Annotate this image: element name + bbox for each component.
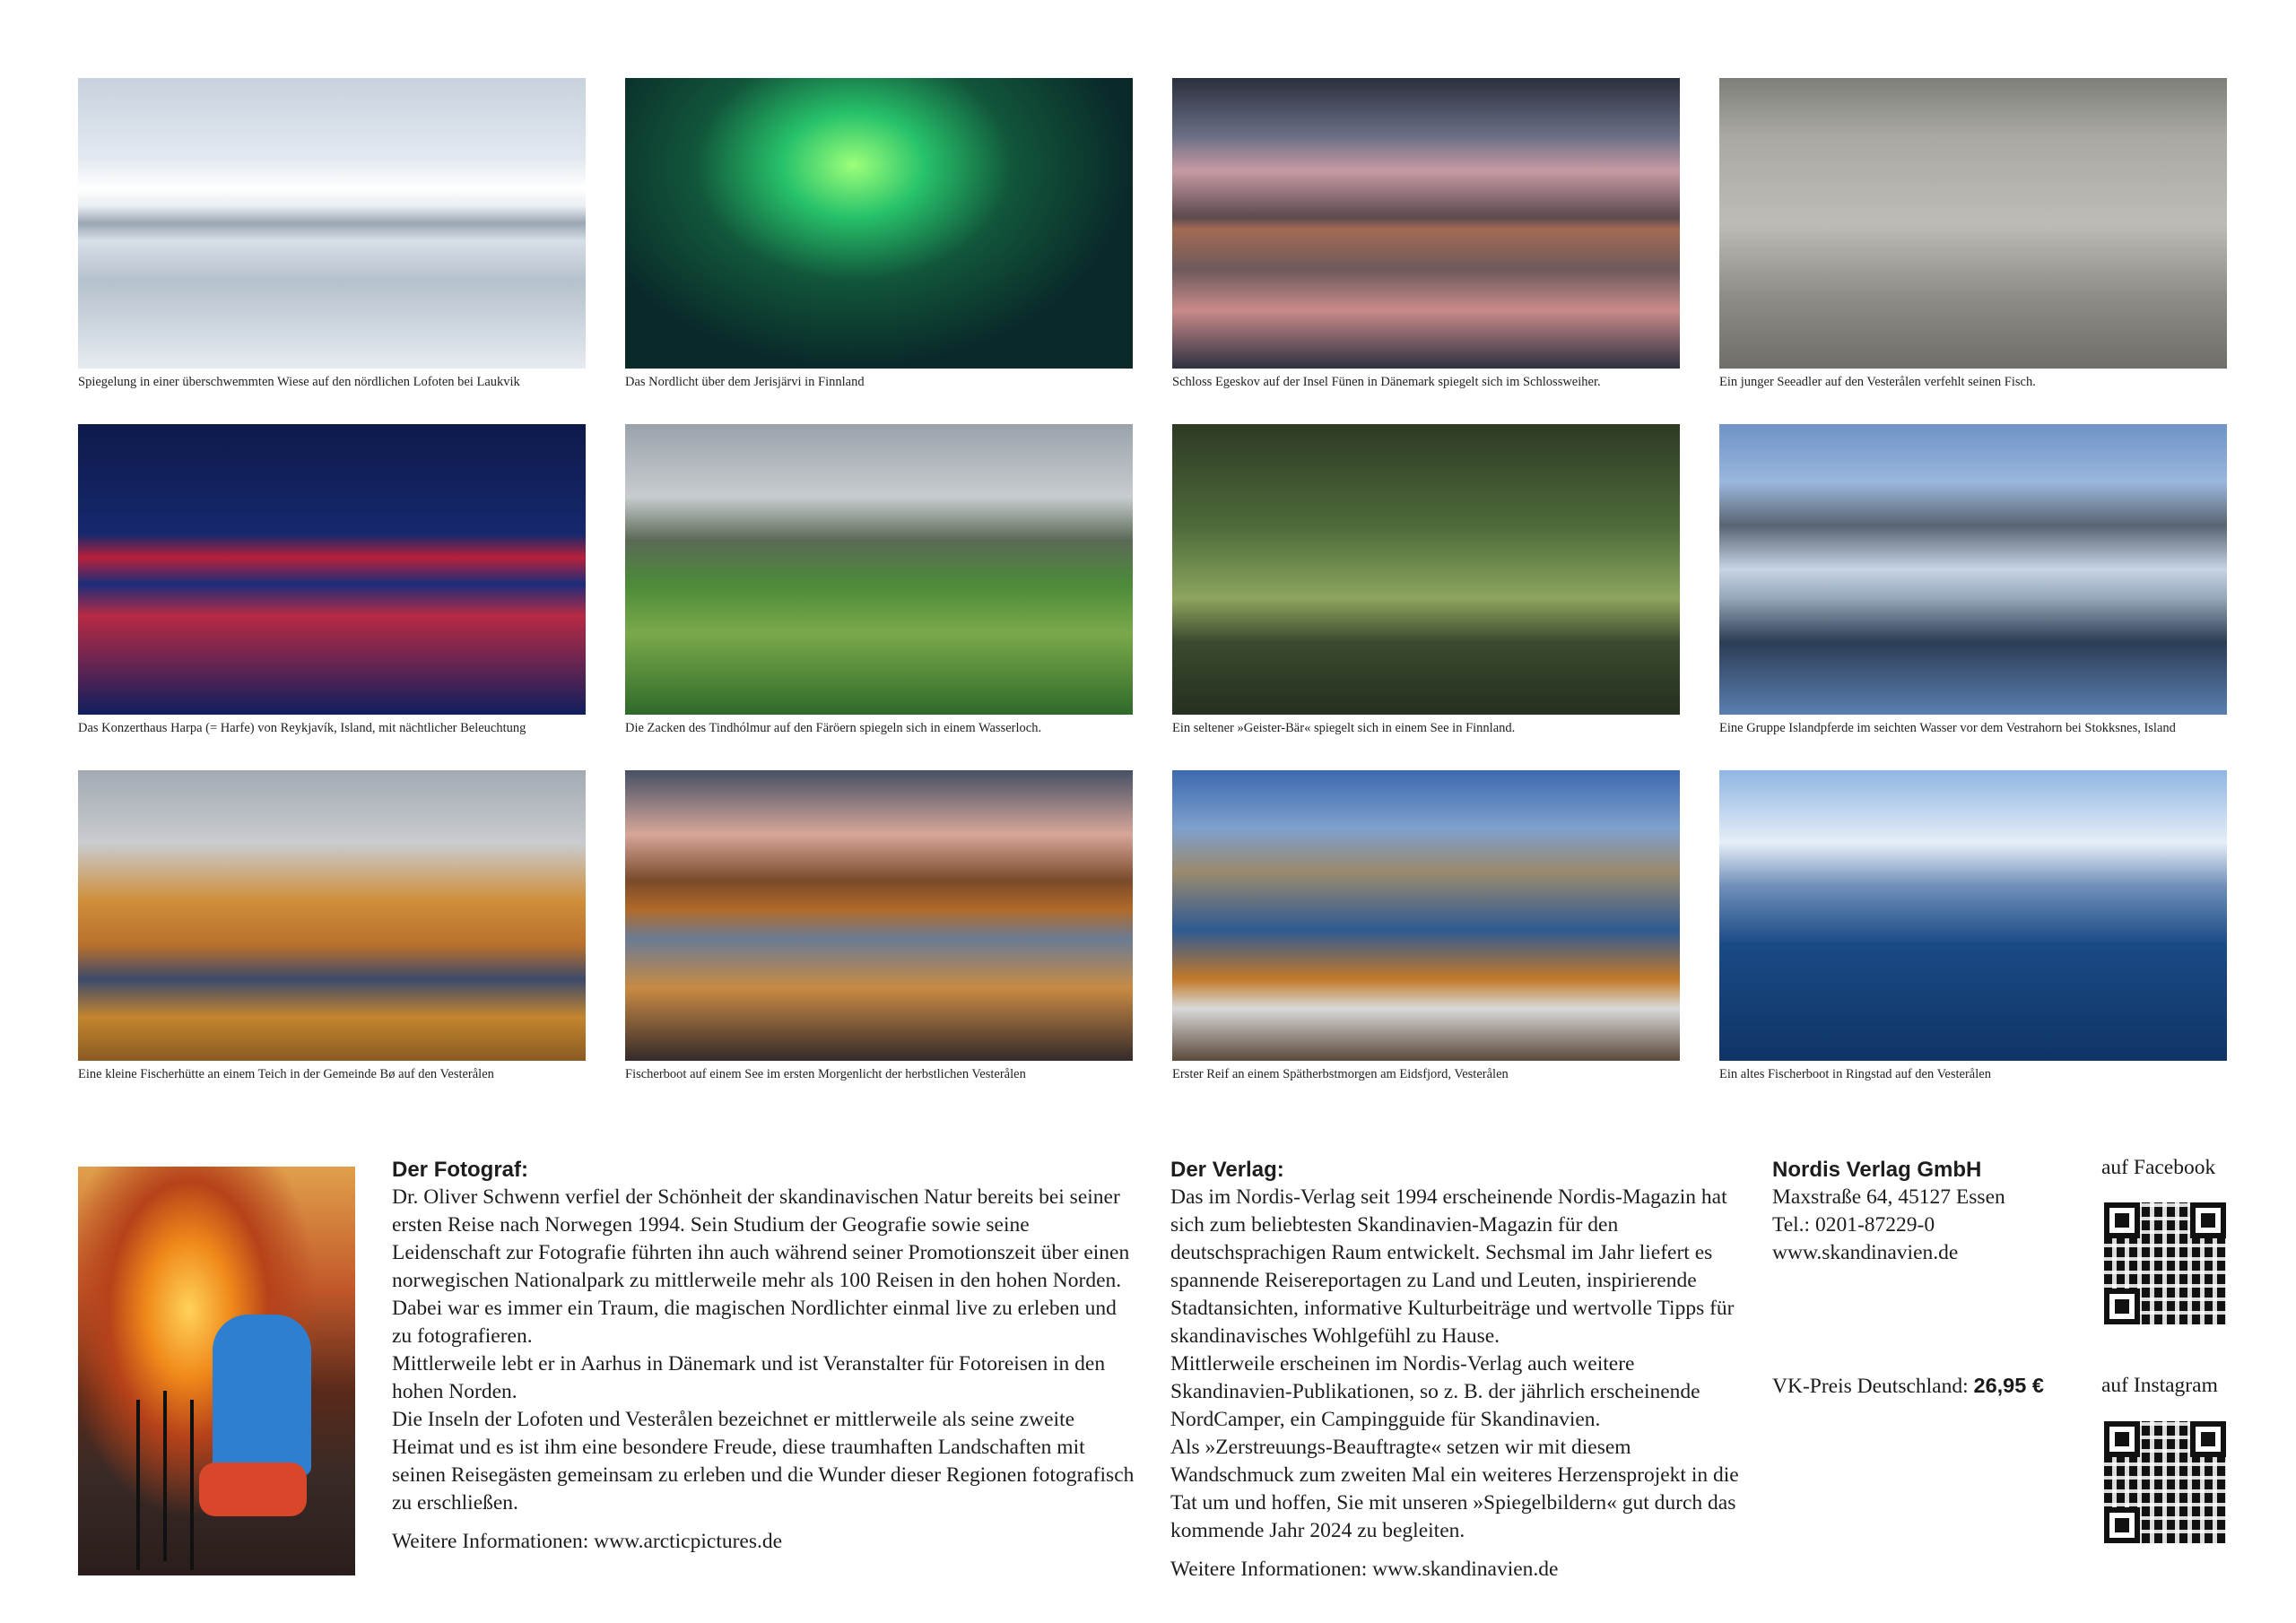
photo-row	[78, 424, 2231, 738]
photographer-pants-shape	[199, 1462, 307, 1516]
photo-caption: Eine kleine Fischerhütte an einem Teich in der Gemeinde Bø auf den Vesterålen	[78, 1067, 494, 1081]
photo-card	[1172, 78, 1680, 392]
publisher-phone: Tel.: 0201-87229-0	[1772, 1213, 1935, 1237]
photo-caption: Ein junger Seeadler auf den Vesterålen verfehlt seinen Fisch.	[1719, 375, 2036, 389]
photo-caption: Fischerboot auf einem See im ersten Morgenlicht der herbstlichen Vesterålen	[625, 1067, 1026, 1081]
photographer-info	[392, 1156, 1136, 1556]
photo-card	[1172, 770, 1680, 1084]
instagram-label: auf Instagram	[2101, 1374, 2218, 1397]
photographer-jacket-shape	[213, 1315, 311, 1476]
publisher-heading: Der Verlag:	[1170, 1158, 1284, 1182]
publisher-address: Maxstraße 64, 45127 Essen	[1772, 1185, 2005, 1209]
photographer-paragraph: Mittlerweile lebt er in Aarhus in Dänemark und ist Veranstalter für Fotoreisen in den hohen Norden.	[392, 1352, 1106, 1403]
photo-caption: Ein seltener »Geister-Bär« spiegelt sich in einem See in Finnland.	[1172, 721, 1516, 735]
photo-card	[625, 424, 1133, 738]
publisher-paragraph: Das im Nordis-Verlag seit 1994 erscheinende Nordis-Magazin hat sich zum beliebtesten Skandinavien-Magazin für den deutschsprachigen Raum entwickelt. Sechsmal im Jahr liefert es spannende Reisereportagen zu Land und Leuten, inspirierende Stadtansichten, informative Kulturbeiträge und wertvolle Tipps für skandinavisches Wohlgefühl zu Hause.	[1170, 1185, 1735, 1348]
photo-eidsfjord-frost	[1172, 770, 1680, 1061]
photo-vestrahorn-horses	[1719, 424, 2227, 715]
photo-row	[78, 770, 2231, 1084]
photographer-paragraph: Dabei war es immer ein Traum, die magischen Nordlichter einmal live zu erleben und zu fotografieren.	[392, 1297, 1117, 1348]
facebook-qr-icon[interactable]	[2104, 1202, 2226, 1324]
photo-fishing-boat-lake	[625, 770, 1133, 1061]
photo-caption: Die Zacken des Tindhólmur auf den Färöern spiegeln sich in einem Wasserloch.	[625, 721, 1042, 735]
photo-sea-eagle	[1719, 78, 2227, 369]
publisher-paragraph: Als »Zerstreuungs-Beauftragte« setzen wir mit diesem Wandschmuck zum zweiten Mal ein weiteres Herzensprojekt in die Tat um und hoffen, Sie mit unseren »Spiegelbildern« gut durch das kommende Jahr 2024 zu begleiten.	[1170, 1436, 1739, 1542]
photo-row	[78, 78, 2231, 392]
qr-finder-icon	[2104, 1202, 2140, 1238]
price-line	[1772, 1374, 2044, 1399]
photo-fisher-hut	[78, 770, 586, 1061]
photo-card	[1172, 424, 1680, 738]
qr-finder-icon	[2104, 1421, 2140, 1457]
photo-caption: Eine Gruppe Islandpferde im seichten Wasser vor dem Vestrahorn bei Stokksnes, Island	[1719, 721, 2176, 735]
photo-caption: Schloss Egeskov auf der Insel Fünen in Dänemark spiegelt sich im Schlossweiher.	[1172, 375, 1601, 389]
photo-northern-lights	[625, 78, 1133, 369]
publisher-website: www.skandinavien.de	[1772, 1241, 1959, 1264]
photo-card	[78, 770, 586, 1084]
photo-caption: Das Konzerthaus Harpa (= Harfe) von Reykjavík, Island, mit nächtlicher Beleuchtung	[78, 721, 526, 735]
photo-spirit-bear	[1172, 424, 1680, 715]
instagram-qr-icon[interactable]	[2104, 1421, 2226, 1543]
qr-finder-icon	[2190, 1202, 2226, 1238]
qr-finder-icon	[2104, 1289, 2140, 1324]
photo-caption: Erster Reif an einem Spätherbstmorgen am Eidsfjord, Vesterålen	[1172, 1067, 1509, 1081]
photo-lofoten-reflection	[78, 78, 586, 369]
photo-card	[625, 770, 1133, 1084]
photo-grid	[78, 78, 2231, 1116]
photo-caption: Das Nordlicht über dem Jerisjärvi in Finnland	[625, 375, 865, 389]
photo-caption: Spiegelung in einer überschwemmten Wiese auf den nördlichen Lofoten bei Laukvik	[78, 375, 520, 389]
photo-tindholmur	[625, 424, 1133, 715]
tripod-shape	[163, 1391, 167, 1561]
photographer-portrait	[78, 1167, 355, 1575]
photo-card	[1719, 78, 2227, 392]
photo-card	[1719, 770, 2227, 1084]
publisher-about	[1170, 1156, 1753, 1584]
photo-caption: Ein altes Fischerboot in Ringstad auf den Vesterålen	[1719, 1067, 1991, 1081]
publisher-contact	[1772, 1156, 2095, 1267]
photo-egeskov-castle	[1172, 78, 1680, 369]
price-label: VK-Preis Deutschland:	[1772, 1375, 1969, 1398]
facebook-label: auf Facebook	[2101, 1156, 2216, 1179]
qr-finder-icon	[2190, 1421, 2226, 1457]
photo-card	[1719, 424, 2227, 738]
photographer-more-info: Weitere Informationen: www.arcticpictures.de	[392, 1530, 783, 1553]
photo-ringstad-boat	[1719, 770, 2227, 1061]
price-value: 26,95 €	[1973, 1374, 2044, 1397]
photo-card	[625, 78, 1133, 392]
photographer-paragraph: Dr. Oliver Schwenn verfiel der Schönheit der skandinavischen Natur bereits bei seiner ersten Reise nach Norwegen 1994. Sein Studium der Geografie sowie seine Leidenschaft zur Fotografie führten ihn auch während seiner Promotionszeit über einen norwegischen Nationalpark zu mittlerweile mehr als 100 Reisen in den hohen Norden.	[392, 1185, 1130, 1292]
photo-harpa-concert-hall	[78, 424, 586, 715]
publisher-name: Nordis Verlag GmbH	[1772, 1158, 1982, 1182]
photographer-heading: Der Fotograf:	[392, 1158, 528, 1182]
photo-card	[78, 78, 586, 392]
photographer-paragraph: Die Inseln der Lofoten und Vesterålen bezeichnet er mittlerweile als seine zweite Heimat und es ist ihm eine besondere Freude, diese traumhaften Landschaften mit seinen Reisegästen gemeinsam zu erleben und die Wunder dieser Regionen fotografisch zu erschließen.	[392, 1408, 1135, 1515]
publisher-more-info: Weitere Informationen: www.skandinavien.de	[1170, 1558, 1559, 1581]
qr-finder-icon	[2104, 1507, 2140, 1543]
publisher-paragraph: Mittlerweile erscheinen im Nordis-Verlag auch weitere Skandinavien-Publikationen, so z. B. der jährlich erscheinende NordCamper, ein Campingguide für Skandinavien.	[1170, 1352, 1700, 1431]
photo-card	[78, 424, 586, 738]
